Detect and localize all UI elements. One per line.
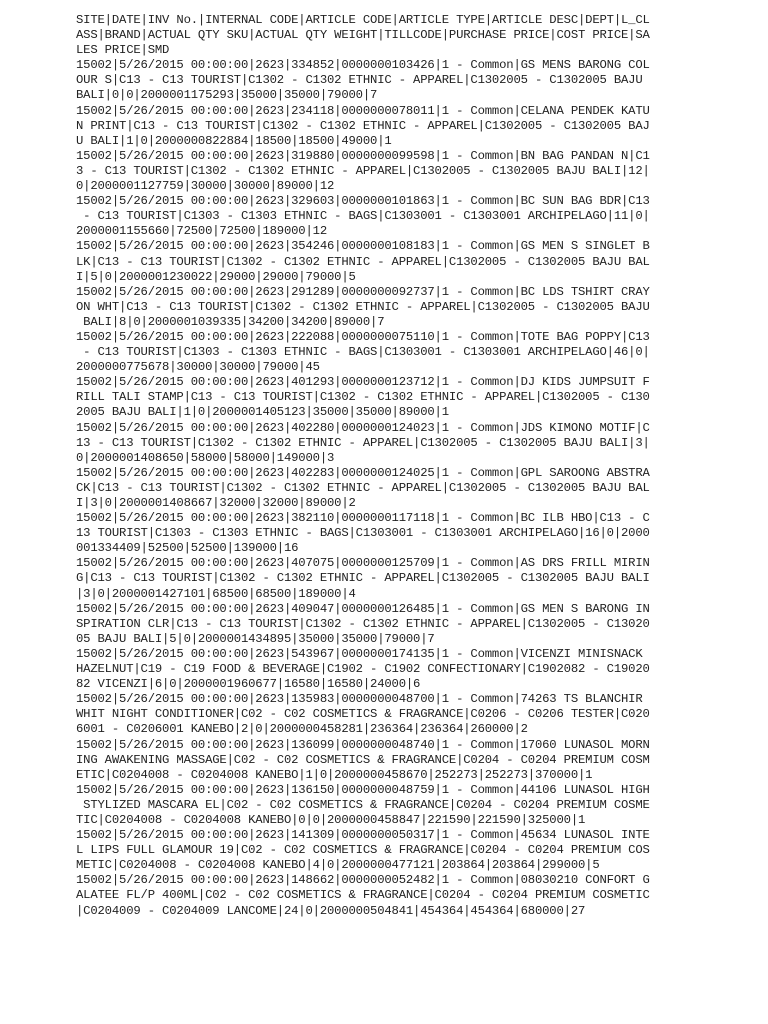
record-line: LK|C13 - C13 TOURIST|C1302 - C1302 ETHNIC - APPAREL|C1302005 - C1302005 BAJU BAL — [76, 254, 650, 269]
record-line: 13 - C13 TOURIST|C1302 - C1302 ETHNIC - APPAREL|C1302005 - C1302005 BAJU BALI|3| — [76, 435, 650, 450]
header-line: SITE|DATE|INV No.|INTERNAL CODE|ARTICLE CODE|ARTICLE TYPE|ARTICLE DESC|DEPT|L_CL — [76, 13, 650, 27]
record-line: 0|2000001127759|30000|30000|89000|12 — [76, 179, 335, 194]
record-line: 15002|5/26/2015 00:00:00|2623|382110|0000000117118|1 - Common|BC ILB HBO|C13 - C — [76, 511, 650, 526]
record-line: 2000000775678|30000|30000|79000|45 — [76, 360, 320, 375]
record-line: OUR S|C13 - C13 TOURIST|C1302 - C1302 ETHNIC - APPAREL|C1302005 - C1302005 BAJU — [76, 73, 643, 88]
record-line: WHIT NIGHT CONDITIONER|C02 - C02 COSMETICS & FRAGRANCE|C0206 - C0206 TESTER|C020 — [76, 707, 650, 722]
record-line: 3 - C13 TOURIST|C1302 - C1302 ETHNIC - APPAREL|C1302005 - C1302005 BAJU BALI|12| — [76, 163, 650, 178]
record-line: BALI|8|0|2000001039335|34200|34200|89000|7 — [76, 314, 385, 329]
record-line: 2000001155660|72500|72500|189000|12 — [76, 224, 327, 239]
record-line: |C0204009 - C0204009 LANCOME|24|0|2000000504841|454364|454364|680000|27 — [76, 903, 586, 918]
record-line: ETIC|C0204008 - C0204008 KANEBO|1|0|2000000458670|252273|252273|370000|1 — [76, 767, 593, 782]
header-line: LES PRICE|SMD — [76, 43, 170, 58]
record-line: 2005 BAJU BALI|1|0|2000001405123|35000|35000|89000|1 — [76, 405, 449, 420]
record-line: 15002|5/26/2015 00:00:00|2623|334852|0000000103426|1 - Common|GS MENS BARONG COL — [76, 58, 650, 73]
record-line: 15002|5/26/2015 00:00:00|2623|402283|0000000124025|1 - Common|GPL SAROONG ABSTRA — [76, 465, 650, 480]
record-line: 15002|5/26/2015 00:00:00|2623|291289|0000000092737|1 - Common|BC LDS TSHIRT CRAY — [76, 284, 650, 299]
record-line: HAZELNUT|C19 - C19 FOOD & BEVERAGE|C1902 - C1902 CONFECTIONARY|C1902082 - C19020 — [76, 662, 650, 677]
record-line: 15002|5/26/2015 00:00:00|2623|354246|0000000108183|1 - Common|GS MEN S SINGLET B — [76, 239, 650, 254]
record-line: - C13 TOURIST|C1303 - C1303 ETHNIC - BAGS|C1303001 - C1303001 ARCHIPELAGO|11|0| — [76, 209, 650, 224]
record-line: G|C13 - C13 TOURIST|C1302 - C1302 ETHNIC - APPAREL|C1302005 - C1302005 BAJU BALI — [76, 571, 650, 586]
record-line: 15002|5/26/2015 00:00:00|2623|407075|0000000125709|1 - Common|AS DRS FRILL MIRIN — [76, 556, 650, 571]
record-line: RILL TALI STAMP|C13 - C13 TOURIST|C1302 - C1302 ETHNIC - APPAREL|C1302005 - C130 — [76, 390, 650, 405]
record-line: 82 VICENZI|6|0|2000001960677|16580|16580|24000|6 — [76, 677, 421, 692]
record-line: ING AWAKENING MASSAGE|C02 - C02 COSMETICS & FRAGRANCE|C0204 - C0204 PREMIUM COSM — [76, 752, 650, 767]
record-line: 15002|5/26/2015 00:00:00|2623|402280|0000000124023|1 - Common|JDS KIMONO MOTIF|C — [76, 420, 650, 435]
record-line: 15002|5/26/2015 00:00:00|2623|319880|0000000099598|1 - Common|BN BAG PANDAN N|C1 — [76, 148, 650, 163]
record-line: METIC|C0204008 - C0204008 KANEBO|4|0|2000000477121|203864|203864|299000|5 — [76, 858, 600, 873]
record-line: |3|0|2000001427101|68500|68500|189000|4 — [76, 586, 356, 601]
record-line: I|5|0|2000001230022|29000|29000|79000|5 — [76, 269, 356, 284]
record-line: 05 BAJU BALI|5|0|2000001434895|35000|35000|79000|7 — [76, 631, 435, 646]
record-line: - C13 TOURIST|C1303 - C1303 ETHNIC - BAGS|C1303001 - C1303001 ARCHIPELAGO|46|0| — [76, 345, 650, 360]
record-line: 15002|5/26/2015 00:00:00|2623|135983|0000000048700|1 - Common|74263 TS BLANCHIR — [76, 692, 643, 707]
record-line: 15002|5/26/2015 00:00:00|2623|136150|0000000048759|1 - Common|44106 LUNASOL HIGH — [76, 782, 650, 797]
record-line: L LIPS FULL GLAMOUR 19|C02 - C02 COSMETICS & FRAGRANCE|C0204 - C0204 PREMIUM COS — [76, 843, 650, 858]
record-line: 15002|5/26/2015 00:00:00|2623|148662|0000000052482|1 - Common|08030210 CONFORT G — [76, 873, 650, 888]
record-line: 15002|5/26/2015 00:00:00|2623|222088|0000000075110|1 - Common|TOTE BAG POPPY|C13 — [76, 329, 650, 344]
record-line: 15002|5/26/2015 00:00:00|2623|234118|0000000078011|1 - Common|CELANA PENDEK KATU — [76, 103, 650, 118]
record-line: 15002|5/26/2015 00:00:00|2623|136099|0000000048740|1 - Common|17060 LUNASOL MORN — [76, 737, 650, 752]
record-line: TIC|C0204008 - C0204008 KANEBO|0|0|2000000458847|221590|221590|325000|1 — [76, 812, 586, 827]
record-line: 15002|5/26/2015 00:00:00|2623|401293|0000000123712|1 - Common|DJ KIDS JUMPSUIT F — [76, 375, 650, 390]
record-line: 15002|5/26/2015 00:00:00|2623|141309|0000000050317|1 - Common|45634 LUNASOL INTE — [76, 828, 650, 843]
record-line: I|3|0|2000001408667|32000|32000|89000|2 — [76, 496, 356, 510]
record-line: U BALI|1|0|2000000822884|18500|18500|49000|1 — [76, 133, 392, 148]
record-line: 15002|5/26/2015 00:00:00|2623|409047|0000000126485|1 - Common|GS MEN S BARONG IN — [76, 601, 650, 616]
record-line: ON WHT|C13 - C13 TOURIST|C1302 - C1302 ETHNIC - APPAREL|C1302005 - C1302005 BAJU — [76, 299, 650, 314]
record-line: STYLIZED MASCARA EL|C02 - C02 COSMETICS & FRAGRANCE|C0204 - C0204 PREMIUM COSME — [76, 797, 650, 812]
record-line: CK|C13 - C13 TOURIST|C1302 - C1302 ETHNIC - APPAREL|C1302005 - C1302005 BAJU BAL — [76, 480, 650, 495]
record-line: 0|2000001408650|58000|58000|149000|3 — [76, 450, 335, 465]
record-line: 15002|5/26/2015 00:00:00|2623|329603|0000000101863|1 - Common|BC SUN BAG BDR|C13 — [76, 194, 650, 209]
header-line: ASS|BRAND|ACTUAL QTY SKU|ACTUAL QTY WEIGHT|TILLCODE|PURCHASE PRICE|COST PRICE|SA — [76, 28, 650, 43]
record-line: 15002|5/26/2015 00:00:00|2623|543967|0000000174135|1 - Common|VICENZI MINISNACK — [76, 646, 643, 661]
record-line: 001334409|52500|52500|139000|16 — [76, 541, 299, 556]
record-line: 6001 - C0206001 KANEBO|2|0|2000000458281|236364|236364|260000|2 — [76, 722, 528, 737]
record-line: SPIRATION CLR|C13 - C13 TOURIST|C1302 - C1302 ETHNIC - APPAREL|C1302005 - C13020 — [76, 616, 650, 631]
record-line: BALI|0|0|2000001175293|35000|35000|79000|7 — [76, 88, 378, 103]
record-line: ALATEE FL/P 400ML|C02 - C02 COSMETICS & FRAGRANCE|C0204 - C0204 PREMIUM COSMETIC — [76, 888, 650, 903]
record-line: 13 TOURIST|C1303 - C1303 ETHNIC - BAGS|C1303001 - C1303001 ARCHIPELAGO|16|0|2000 — [76, 526, 650, 541]
document-text-block — [76, 13, 686, 919]
record-line: N PRINT|C13 - C13 TOURIST|C1302 - C1302 ETHNIC - APPAREL|C1302005 - C1302005 BAJ — [76, 118, 650, 133]
